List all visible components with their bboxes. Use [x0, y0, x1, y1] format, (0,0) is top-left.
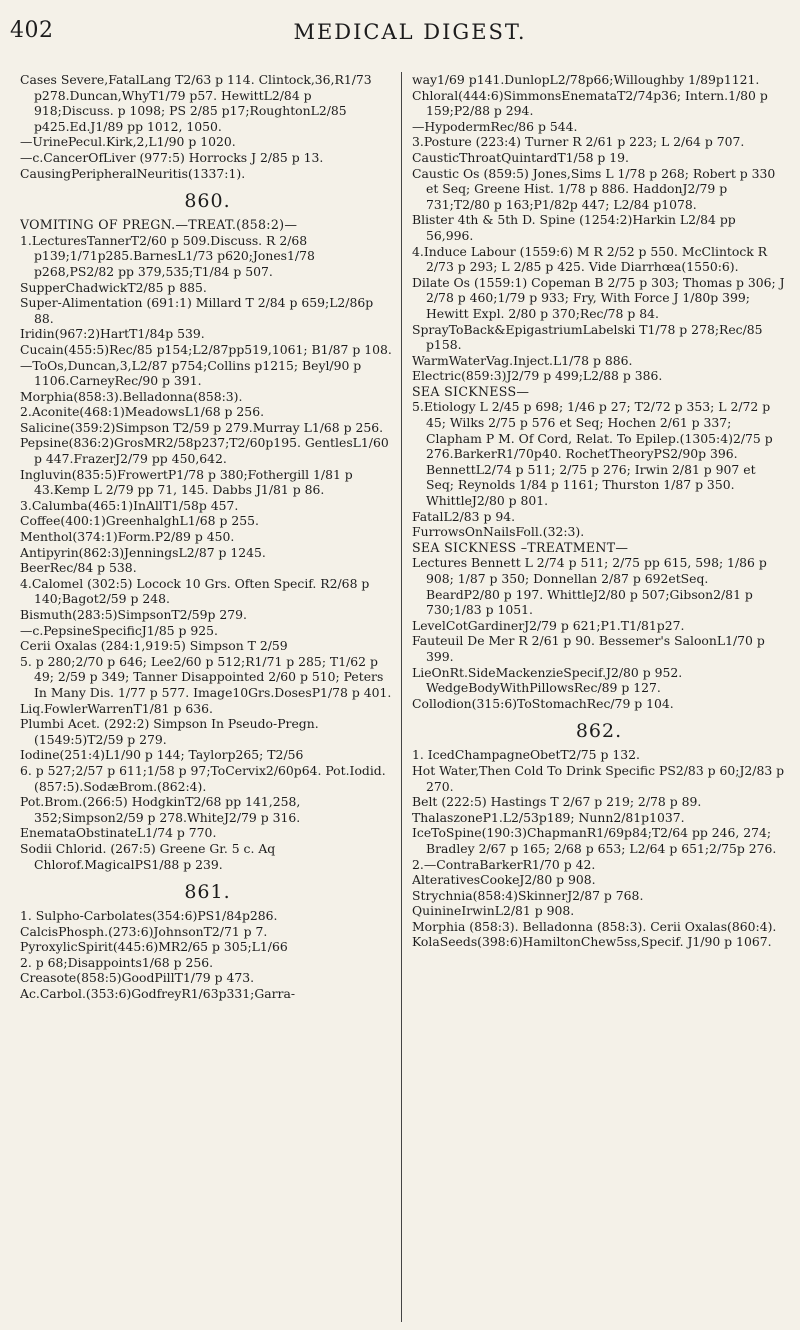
index-entry: CausticThroatQuintardT1/58 p 19.	[412, 149, 629, 165]
index-entry: —UrinePecul.Kirk,2,L1/90 p 1020.	[20, 134, 236, 150]
index-entry: Menthol(374:1)Form.P2/89 p 450.	[20, 529, 235, 545]
page-header	[0, 14, 800, 54]
section-heading: SEA SICKNESS—	[412, 383, 530, 399]
index-entry: Super-Alimentation (691:1) Millard T 2/84 p 659;L2/86p 88.	[20, 295, 374, 326]
index-entry: —ToOs,Duncan,3,L2/87 p754;Collins p1215; Beyl/90 p 1106.CarneyRec/90 p 391.	[20, 357, 362, 389]
running-title: MEDICAL DIGEST.	[293, 20, 527, 44]
index-entry: Pepsine(836:2)GrosMR2/58p237;T2/60p195. GentlesL1/60 p 447.FrazerJ2/79 pp 450,642.	[20, 435, 389, 467]
index-entry: CausingPeripheralNeuritis(1337:1).	[20, 165, 246, 181]
index-entry: 2.—ContraBarkerR1/70 p 42.	[412, 856, 596, 872]
index-entry: Blister 4th & 5th D. Spine (1254:2)Harkin L2/84 pp 56,996.	[412, 212, 736, 243]
index-entry: 3.Posture (223:4) Turner R 2/61 p 223; L 2/64 p 707.	[412, 134, 745, 150]
index-entry: Caustic Os (859:5) Jones,Sims L 1/78 p 268; Robert p 330 et Seq; Greene Hist. 1/78 p 886. HaddonJ2/79 p 731;T2/80 p 163;P1/82p 447; L2/84 p1078.	[412, 165, 776, 212]
index-entry: SprayToBack&EpigastriumLabelski T1/78 p 278;Rec/85 p158.	[412, 321, 763, 353]
index-entry: Sodii Chlorid. (267:5) Greene Gr. 5 c. Aq Chlorof.MagicalPS1/88 p 239.	[20, 840, 276, 872]
index-entry: Pot.Brom.(266:5) HodgkinT2/68 pp 141,258, 352;Simpson2/59 p 278.WhiteJ2/79 p 316.	[20, 794, 301, 825]
index-entry: —c.PepsineSpecificJ1/85 p 925.	[20, 622, 218, 638]
index-entry: Dilate Os (1559:1) Copeman B 2/75 p 303; Thomas p 306; J 2/78 p 460;1/79 p 933; Fry, With Force J 1/80p 399; Hewitt Expl. 2/80 p 370;Rec/78 p 84.	[412, 274, 785, 321]
index-entry: Strychnia(858:4)SkinnerJ2/87 p 768.	[412, 887, 644, 903]
index-entry: Iridin(967:2)HartT1/84p 539.	[20, 326, 205, 342]
index-entry: Chloral(444:6)SimmonsEnemataT2/74p36; Intern.1/80 p 159;P2/88 p 294.	[412, 87, 768, 119]
index-entry: Belt (222:5) Hastings T 2/67 p 219; 2/78 p 89.	[412, 794, 702, 810]
index-entry: Lectures Bennett L 2/74 p 511; 2/75 pp 615, 598; 1/86 p 908; 1/87 p 350; Donnellan 2/87 p 692etSeq. BeardP2/80 p 197. WhittleJ2/80 p 507;Gibson2/81 p 730;1/83 p 1051.	[412, 555, 767, 618]
section-number: 861.	[184, 881, 231, 904]
index-entry: Antipyrin(862:3)JenningsL2/87 p 1245.	[20, 544, 266, 560]
index-entry: LieOnRt.SideMackenzieSpecif.J2/80 p 952. WedgeBodyWithPillowsRec/89 p 127.	[412, 664, 683, 696]
index-entry: Creasote(858:5)GoodPillT1/79 p 473.	[20, 970, 255, 986]
index-entry: FurrowsOnNailsFoll.(32:3).	[412, 524, 585, 540]
index-entry: Morphia (858:3). Belladonna (858:3). Cerii Oxalas(860:4).	[412, 918, 777, 934]
index-entry: 4.Calomel (302:5) Locock 10 Grs. Often Specif. R2/68 p 140;Bagot2/59 p 248.	[20, 575, 370, 607]
section-heading: VOMITING OF PREGN.—TREAT.(858:2)—	[20, 217, 298, 233]
index-entry: Ac.Carbol.(353:6)GodfreyR1/63p331;Garra-	[20, 986, 296, 1002]
index-entry: Cases Severe,FatalLang T2/63 p 114. Clintock,36,R1/73 p278.Duncan,WhyT1/79 p57. HewittL2/84 p 918;Discuss. p 1098; PS 2/85 p17;RoughtonL2/85 p425.Ed.J1/89 pp 1012, 1050.	[20, 72, 372, 134]
index-entry: WarmWaterVag.Inject.L1/78 p 886.	[412, 352, 633, 368]
index-entry: EnemataObstinateL1/74 p 770.	[20, 825, 217, 841]
index-entry: Electric(859:3)J2/79 p 499;L2/88 p 386.	[412, 368, 663, 384]
index-entry: BeerRec/84 p 538.	[20, 560, 137, 576]
index-entry: way1/69 p141.DunlopL2/78p66;Willoughby 1/89p1121.	[412, 72, 760, 87]
index-entry: KolaSeeds(398:6)HamiltonChew5ss,Specif. J1/90 p 1067.	[412, 934, 772, 950]
index-entry: CalcisPhosph.(273:6)JohnsonT2/71 p 7.	[20, 923, 268, 939]
index-entry: AlterativesCookeJ2/80 p 908.	[412, 872, 596, 888]
index-entry: Plumbi Acet. (292:2) Simpson In Pseudo-Pregn.(1549:5)T2/59 p 279.	[20, 716, 319, 747]
left-column	[20, 72, 402, 1322]
index-entry: Iodine(251:4)L1/90 p 144; Taylorp265; T2/56	[20, 747, 304, 763]
index-entry: —HypodermRec/86 p 544.	[412, 118, 578, 134]
right-column	[412, 72, 786, 1322]
index-entry: 4.Induce Labour (1559:6) M R 2/52 p 550. McClintock R 2/73 p 293; L 2/85 p 425. Vide Diarrhœa(1550:6).	[412, 243, 768, 275]
page-number: 402	[10, 18, 54, 43]
index-entry: 6. p 527;2/57 p 611;1/58 p 97;ToCervix2/60p64. Pot.Iodid.(857:5).SodæBrom.(862:4).	[20, 762, 386, 794]
index-entry: Cucain(455:5)Rec/85 p154;L2/87pp519,1061; B1/87 p 108.	[20, 341, 392, 357]
index-entry: —c.CancerOfLiver (977:5) Horrocks J 2/85 p 13.	[20, 149, 324, 165]
index-entry: PyroxylicSpirit(445:6)MR2/65 p 305;L1/66	[20, 939, 288, 955]
index-entry: FatalL2/83 p 94.	[412, 508, 516, 524]
index-entry: 1.LecturesTannerT2/60 p 509.Discuss. R 2/68 p139;1/71p285.BarnesL1/73 p620;Jones1/78 p268,PS2/82 pp 379,535;T1/84 p 507.	[20, 232, 315, 279]
index-entry: Collodion(315:6)ToStomachRec/79 p 104.	[412, 695, 674, 711]
index-entry: 5. p 280;2/70 p 646; Lee2/60 p 512;R1/71 p 285; T1/62 p 49; 2/59 p 349; Tanner Disappointed 2/60 p 510; Peters In Many Dis. 1/77 p 577. Image10Grs.DosesP1/78 p 401.	[20, 653, 392, 700]
section-number: 860.	[184, 190, 231, 213]
index-entry: Coffee(400:1)GreenhalghL1/68 p 255.	[20, 513, 259, 529]
index-entry: LevelCotGardinerJ2/79 p 621;P1.T1/81p27.	[412, 617, 685, 633]
index-entry: Fauteuil De Mer R 2/61 p 90. Bessemer's SaloonL1/70 p 399.	[412, 633, 765, 664]
index-entry: Cerii Oxalas (284:1,919:5) Simpson T 2/59	[20, 638, 288, 654]
section-heading: SEA SICKNESS –TREATMENT—	[412, 539, 629, 555]
index-entry: 2. p 68;Disappoints1/68 p 256.	[20, 954, 214, 970]
index-entry: 1. IcedChampagneObetT2/75 p 132.	[412, 747, 640, 763]
index-entry: ThalaszoneP1.L2/53p189; Nunn2/81p1037.	[412, 809, 685, 825]
index-entry: 5.Etiology L 2/45 p 698; 1/46 p 27; T2/72 p 353; L 2/72 p 45; Wilks 2/75 p 576 et Seq; Hochen 2/61 p 337; Clapham P M. Of Cord, Relat. To Epilep.(1305:4)2/75 p 276.BarkerR1/70p40. RochetTheoryPS2/90p 396. BennettL2/74 p 511; 2/75 p 276; Irwin 2/81 p 907 et Seq; Reynolds 1/84 p 1161; Thurston 1/87 p 350. WhittleJ2/80 p 801.	[412, 399, 773, 509]
index-entry: Ingluvin(835:5)FrowertP1/78 p 380;Fothergill 1/81 p 43.Kemp L 2/79 pp 71, 145. Dabbs J1/81 p 86.	[20, 466, 353, 498]
index-entry: Liq.FowlerWarrenT1/81 p 636.	[20, 700, 213, 716]
index-entry: Salicine(359:2)Simpson T2/59 p 279.Murray L1/68 p 256.	[20, 419, 384, 435]
index-entry: QuinineIrwinL2/81 p 908.	[412, 903, 575, 919]
index-entry: Morphia(858:3).Belladonna(858:3).	[20, 388, 243, 404]
index-entry: 1. Sulpho-Carbolates(354:6)PS1/84p286.	[20, 908, 278, 924]
index-entry: Bismuth(283:5)SimpsonT2/59p 279.	[20, 607, 247, 622]
index-entry: IceToSpine(190:3)ChapmanR1/69p84;T2/64 pp 246, 274; Bradley 2/67 p 165; 2/68 p 653; L2/64 p 651;2/75p 276.	[412, 825, 777, 856]
index-entry: Hot Water,Then Cold To Drink Specific PS2/83 p 60;J2/83 p 270.	[412, 762, 785, 794]
section-number: 862.	[575, 720, 623, 743]
index-entry: 2.Aconite(468:1)MeadowsL1/68 p 256.	[20, 404, 265, 420]
index-entry: 3.Calumba(465:1)InAllT1/58p 457.	[20, 497, 239, 513]
index-entry: SupperChadwickT2/85 p 885.	[20, 279, 207, 295]
